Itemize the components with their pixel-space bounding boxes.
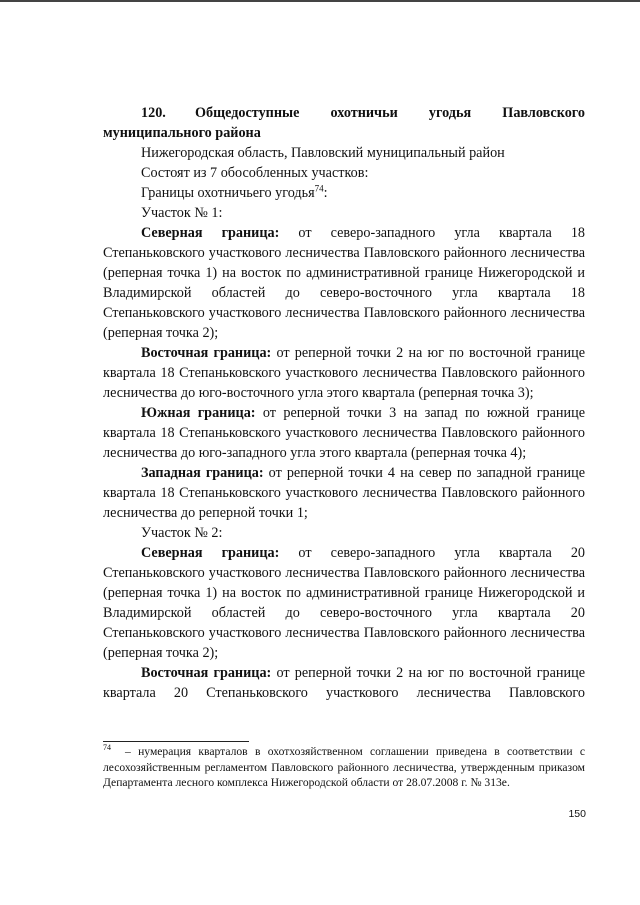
plot-2-east-border [103, 663, 585, 703]
footnote-separator [103, 741, 249, 742]
border-label: Западная граница: [141, 465, 264, 481]
region-line: Нижегородская область, Павловский муниципальный район [141, 145, 505, 161]
border-label: Восточная граница: [141, 345, 272, 361]
plots-count-line: Состоят из 7 обособленных участков: [141, 165, 369, 181]
border-label: Южная граница: [141, 405, 256, 421]
plot-1-title: Участок № 1: [141, 205, 223, 221]
footnote [103, 744, 585, 791]
bounds-intro-colon: : [323, 185, 328, 201]
border-label: Северная граница: [141, 225, 280, 241]
plot-2-north-border [103, 543, 585, 663]
plot-1-south-border [103, 403, 585, 463]
bounds-intro [103, 183, 585, 203]
plot-2-title: Участок № 2: [141, 525, 223, 541]
plot-1-east-border [103, 343, 585, 403]
document-body [103, 103, 585, 703]
section-title: Общедоступные охотничьи угодья Павловского муниципального района [103, 105, 585, 141]
section-heading [103, 103, 585, 143]
section-number: 120. [141, 105, 166, 121]
border-text: от северо-западного угла квартала 18 Степаньковского участкового лесничества Павловского районного лесничества (реперная точка 1) на восток по административной границе Нижегородской и Владимирской областей до северо-восточного угла квартала 18 Степаньковского участкового лесничества Павловского районного лесничества (реперная точка 2); [103, 225, 586, 341]
page-number: 150 [568, 808, 586, 820]
bounds-intro-text: Границы охотничьего угодья [141, 185, 315, 201]
border-label: Восточная граница: [141, 665, 272, 681]
footnote-number: 74 [103, 743, 111, 753]
border-label: Северная граница: [141, 545, 280, 561]
border-text: от реперной точки 3 на запад по южной границе квартала 18 Степаньковского участкового лесничества Павловского районного лесничества до юго-западного угла этого квартала (реперная точка 4); [103, 405, 585, 461]
scan-top-edge [0, 0, 640, 2]
border-text: от северо-западного угла квартала 20 Степаньковского участкового лесничества Павловского районного лесничества (реперная точка 1) на восток по административной границе Нижегородской и Владимирской областей до северо-восточного угла квартала 20 Степаньковского участкового лесничества Павловского районного лесничества (реперная точка 2); [103, 545, 586, 661]
plot-1-west-border [103, 463, 585, 523]
border-text: от реперной точки 2 на юг по восточной границе квартала 18 Степаньковского участкового лесничества Павловского районного лесничества до юго-восточного угла этого квартала (реперная точка 3); [103, 345, 586, 401]
plot-1-north-border [103, 223, 585, 343]
border-text: от реперной точки 4 на север по западной границе квартала 18 Степаньковского участкового лесничества Павловского районного лесничества до реперной точки 1; [103, 465, 585, 521]
footnote-text: – нумерация кварталов в охотхозяйственном соглашении приведена в соответствии с лесохозяйственным регламентом Павловского районного лесничества, утвержденным приказом Департамента лесного комплекса Нижегородской области от 28.07.2008 г. № 313е. [103, 745, 585, 789]
border-text: от реперной точки 2 на юг по восточной границе квартала 20 Степаньковского участкового лесничества Павловского [103, 665, 586, 701]
footnote-ref: 74 [314, 183, 324, 194]
